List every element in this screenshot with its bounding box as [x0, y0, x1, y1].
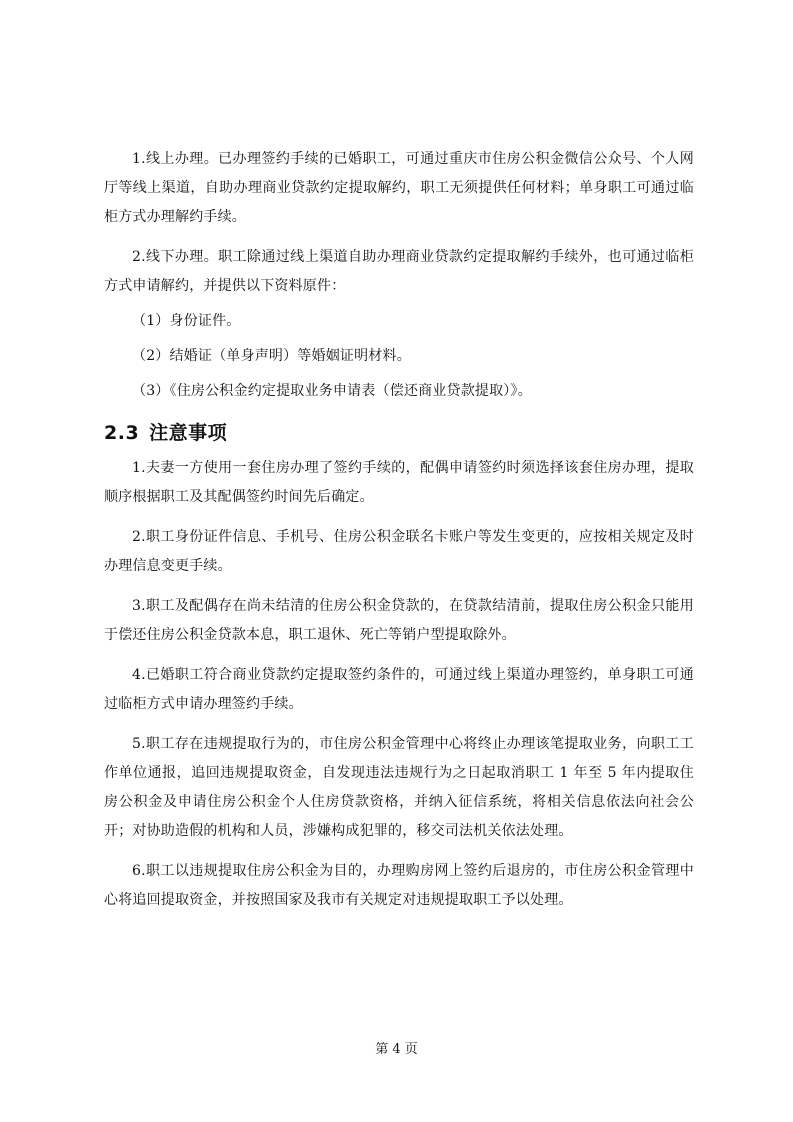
note-item: 3.职工及配偶存在尚未结清的住房公积金贷款的，在贷款结清前，提取住房公积金只能用于偿还住房公积金贷款本息，职工退休、死亡等销户型提取除外。 [104, 598, 694, 643]
section-title: 注意事项 [149, 422, 228, 444]
note-item: 5.职工存在违规提取行为的，市住房公积金管理中心将终止办理该笔提取业务，向职工工作单位通报，追回违规提取资金，自发现违法违规行为之日起取消职工 1 年至 5 年内提取住房公积金及申请住房公积金个人住房贷款资格，并纳入征信系统，将相关信息依法向社会公开；对协助造假的机构和人员，涉嫌构成犯罪的，移交司法机关依法处理。 [104, 736, 694, 839]
document-item-application-form: （3）《住房公积金约定提取业务申请表（偿还商业贷款提取）》。 [132, 383, 532, 399]
note-item: 4.已婚职工符合商业贷款约定提取签约条件的，可通过线上渠道办理签约，单身职工可通过临柜方式申请办理签约手续。 [104, 667, 694, 712]
note-item: 6.职工以违规提取住房公积金为目的，办理购房网上签约后退房的，市住房公积金管理中心将追回提取资金，并按照国家及我市有关规定对违规提取职工予以处理。 [104, 863, 694, 908]
note-item: 1.夫妻一方使用一套住房办理了签约手续的，配偶申请签约时须选择该套住房办理，提取顺序根据职工及其配偶签约时间先后确定。 [104, 460, 694, 505]
note-item: 2.职工身份证件信息、手机号、住房公积金联名卡账户等发生变更的，应按相关规定及时办理信息变更手续。 [104, 529, 694, 574]
section-heading-notes [104, 416, 694, 450]
required-documents-list [104, 307, 694, 406]
online-processing-paragraph: 1.线上办理。已办理签约手续的已婚职工，可通过重庆市住房公积金微信公众号、个人网厅等线上渠道，自助办理商业贷款约定提取解约，职工无须提供任何材料；单身职工可通过临柜方式办理解约手续。 [104, 151, 694, 225]
page-content [104, 145, 694, 926]
section-number: 2.3 [104, 422, 140, 444]
document-item-id: （1）身份证件。 [132, 313, 241, 329]
page-number-footer: 第 4 页 [375, 1042, 418, 1057]
offline-processing-paragraph: 2.线下办理。职工除通过线上渠道自助办理商业贷款约定提取解约手续外，也可通过临柜方式申请解约，并提供以下资料原件： [104, 249, 694, 294]
document-item-marriage: （2）结婚证（单身声明）等婚姻证明材料。 [132, 348, 411, 364]
